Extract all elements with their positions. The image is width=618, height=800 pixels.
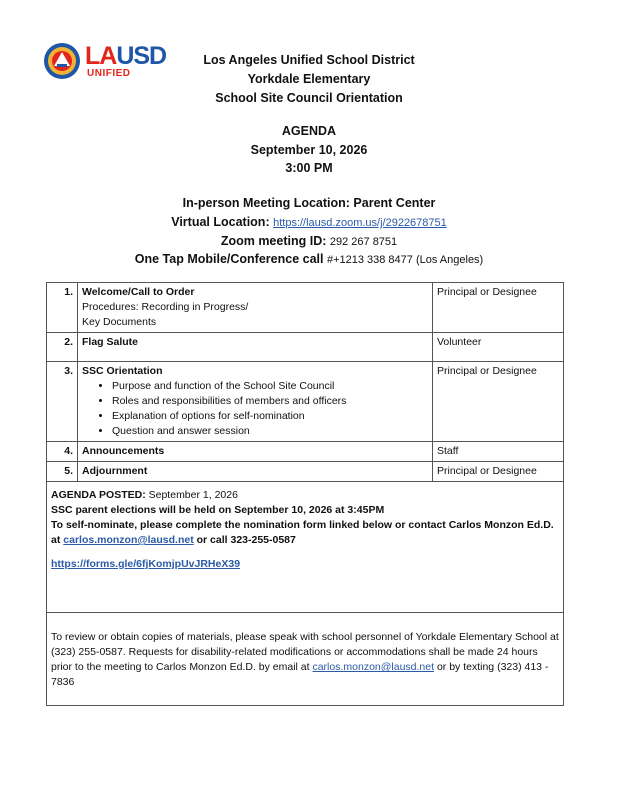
- item-topic: Welcome/Call to Order Procedures: Recording in Progress/ Key Documents: [78, 283, 433, 333]
- election-notice: SSC parent elections will be held on September 10, 2026 at 3:45PM: [51, 504, 385, 516]
- table-row: [47, 333, 564, 362]
- nomination-email-link[interactable]: carlos.monzon@lausd.net: [63, 534, 194, 546]
- list-item: • Question and answer session: [112, 424, 428, 439]
- item-presenter: Volunteer: [433, 333, 564, 362]
- agenda-time: 3:00 PM: [285, 161, 333, 175]
- item-number: 3.: [47, 362, 78, 442]
- accessibility-box: [46, 612, 564, 706]
- logo-subtitle: UNIFIED: [87, 68, 131, 79]
- item-topic: Adjournment: [78, 462, 433, 482]
- list-item: • Roles and responsibilities of members and officers: [112, 394, 428, 409]
- list-item: • Explanation of options for self-nomination: [112, 409, 428, 424]
- nomination-notice: To self-nominate, please complete the nomination form linked below or contact Carlos Monzon Ed.D. at carlos.monzon@lausd.net or call 323-255-0587: [51, 519, 554, 546]
- item-presenter: Principal or Designee: [433, 283, 564, 333]
- agenda-date: September 10, 2026: [250, 143, 368, 157]
- district-name: Los Angeles Unified School District: [203, 53, 415, 67]
- notice-box: [46, 471, 564, 613]
- item-topic: Flag Salute: [78, 333, 433, 362]
- list-item: • Purpose and function of the School Site Council: [112, 379, 428, 394]
- item-number: 2.: [47, 333, 78, 362]
- item-presenter: Principal or Designee: [433, 362, 564, 442]
- zoom-meeting-id: Zoom meeting ID: 292 267 8751: [220, 234, 398, 248]
- table-row: [47, 442, 564, 462]
- agenda-posted: AGENDA POSTED: September 1, 2026: [51, 489, 238, 501]
- virtual-location: Virtual Location: https://lausd.zoom.us/j/2922678751: [171, 215, 447, 229]
- item-presenter: Principal or Designee: [433, 462, 564, 482]
- item-number: 5.: [47, 462, 78, 482]
- item-number: 1.: [47, 283, 78, 333]
- item-presenter: Staff: [433, 442, 564, 462]
- contact-email-link[interactable]: carlos.monzon@lausd.net: [312, 661, 435, 673]
- meeting-name: School Site Council Orientation: [215, 91, 403, 105]
- table-row: [47, 362, 564, 442]
- table-row: [47, 283, 564, 333]
- agenda-title: AGENDA: [281, 124, 337, 138]
- one-tap-mobile: One Tap Mobile/Conference call #+1213 338 8477 (Los Angeles): [134, 252, 484, 266]
- zoom-link[interactable]: https://lausd.zoom.us/j/2922678751: [273, 217, 447, 229]
- nomination-form-link[interactable]: https://forms.gle/6fjKomjpUvJRHeX39: [51, 558, 241, 570]
- agenda-table: [46, 282, 564, 482]
- accessibility-text: To review or obtain copies of materials, please speak with school personnel of Yorkdale Elementary School at (323) 255-0587. Requests for disability-related modifications or accommodations shall be made 24 hours prior to the meeting to Carlos Monzon Ed.D. by email at carlos.monzon@lausd.net or by texting (323) 413 - 7836: [51, 631, 559, 688]
- logo-wordmark: LAUSD: [85, 42, 167, 70]
- item-topic: SSC Orientation • Purpose and function of the School Site Council • Roles and responsibilities of members and officers • Explanation of options for self-nomination • Question and answer session: [78, 362, 433, 442]
- item-number: 4.: [47, 442, 78, 462]
- school-name: Yorkdale Elementary: [247, 72, 371, 86]
- item-topic: Announcements: [78, 442, 433, 462]
- inperson-location: In-person Meeting Location: Parent Center: [182, 196, 436, 210]
- lausd-seal-icon: [43, 42, 81, 80]
